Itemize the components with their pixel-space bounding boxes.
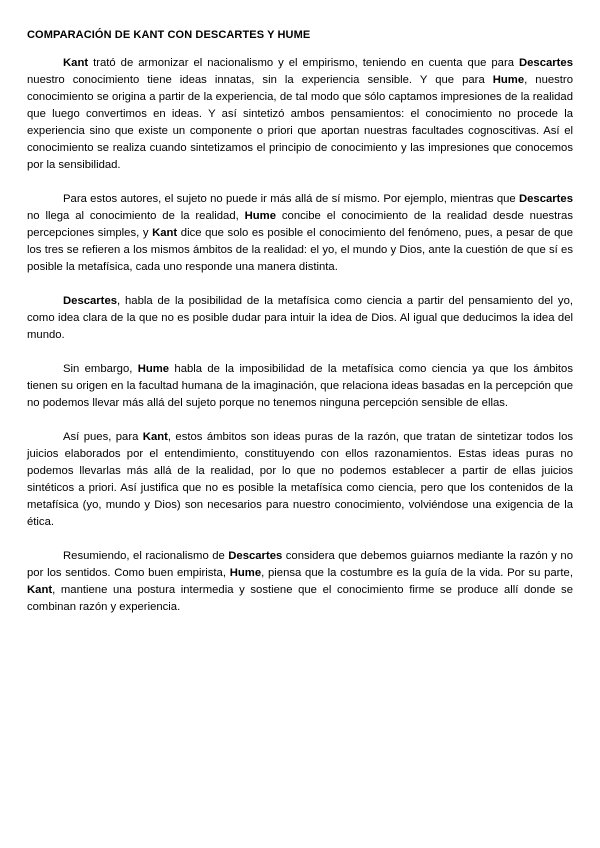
document-title: COMPARACIÓN DE KANT CON DESCARTES Y HUME: [27, 29, 311, 41]
bold-name: Kant: [152, 227, 178, 239]
bold-name: Kant: [142, 431, 168, 443]
paragraph: [27, 548, 573, 616]
bold-name: Descartes: [63, 295, 118, 307]
bold-name: Descartes: [518, 57, 573, 69]
text-run: nuestro conocimiento tiene ideas innatas, sin la experiencia sensible. Y que para: [27, 74, 493, 86]
document-body: [27, 55, 573, 616]
text-run: , estos ámbitos son ideas puras de la razón, que tratan de sintetizar todos los juicios elaborados por el entendimiento, constituyendo con ellos razonamientos. Estas ideas puras no podemos llevarlas más allá de la realidad, por lo que no podemos establecer a partir de ellas juicios sintéticos a priori. Así justifica que no es posible la metafísica como ciencia, pero que los contenidos de la metafísica (yo, mundo y Dios) son necesarios para nuestro conocimiento, volviéndose una exigencia de la ética.: [27, 431, 573, 528]
text-run: Sin embargo,: [63, 363, 138, 375]
paragraph: [27, 361, 573, 412]
text-run: concibe el conocimiento de la realidad desde nuestras percepciones simples, y: [27, 210, 573, 239]
paragraph: [27, 293, 573, 344]
bold-name: Descartes: [518, 193, 573, 205]
bold-name: Hume: [244, 210, 277, 222]
text-run: Resumiendo, el racionalismo de: [63, 550, 229, 562]
text-run: habla de la imposibilidad de la metafísica como ciencia ya que los ámbitos tienen su origen en la facultad humana de la imaginación, que relaciona ideas basadas en la percepción que no podemos llevar más allá del sujeto porque no tenemos ninguna percepción sensible de ellas.: [27, 363, 573, 409]
document-page: [27, 28, 573, 633]
text-run: , mantiene una postura intermedia y sostiene que el conocimiento firme se produce allí donde se combinan razón y experiencia.: [27, 584, 573, 613]
paragraph: [27, 429, 573, 531]
bold-name: Kant: [63, 57, 89, 69]
paragraph: [27, 191, 573, 276]
text-run: , nuestro conocimiento se origina a partir de la experiencia, de tal modo que sólo captamos impresiones de la realidad que luego convertimos en ideas. Y así sintetizó ambos pensamientos: el conocimiento no procede la experiencia sino que existe un componente o priori que aportan nuestras facultades cognoscitivas. Así el conocimiento se realiza cuando sintetizamos el principio de conocimiento y las impresiones que conocemos por la sensibilidad.: [27, 74, 573, 171]
bold-name: Descartes: [228, 550, 283, 562]
text-run: Para estos autores, el sujeto no puede ir más allá de sí mismo. Por ejemplo, mientras que: [63, 193, 519, 205]
text-run: dice que solo es posible el conocimiento del fenómeno, pues, a pesar de que los tres se refieren a los mismos ámbitos de la realidad: el yo, el mundo y Dios, ante la cuestión de que sí es posible la metafísica, cada uno responde una manera distinta.: [27, 227, 573, 273]
bold-name: Hume: [229, 567, 262, 579]
bold-name: Hume: [492, 74, 525, 86]
text-run: , piensa que la costumbre es la guía de la vida. Por su parte,: [261, 567, 573, 579]
bold-name: Kant: [27, 584, 53, 596]
text-run: no llega al conocimiento de la realidad,: [27, 210, 245, 222]
text-run: Así pues, para: [63, 431, 143, 443]
text-run: , habla de la posibilidad de la metafísica como ciencia a partir del pensamiento del yo, como idea clara de la que no es posible dudar para intuir la idea de Dios. Al igual que deducimos la idea del mundo.: [27, 295, 573, 341]
bold-name: Hume: [137, 363, 170, 375]
paragraph: [27, 55, 573, 174]
text-run: considera que debemos guiarnos mediante la razón y no por los sentidos. Como buen empirista,: [27, 550, 573, 579]
text-run: trató de armonizar el nacionalismo y el empirismo, teniendo en cuenta que para: [88, 57, 519, 69]
